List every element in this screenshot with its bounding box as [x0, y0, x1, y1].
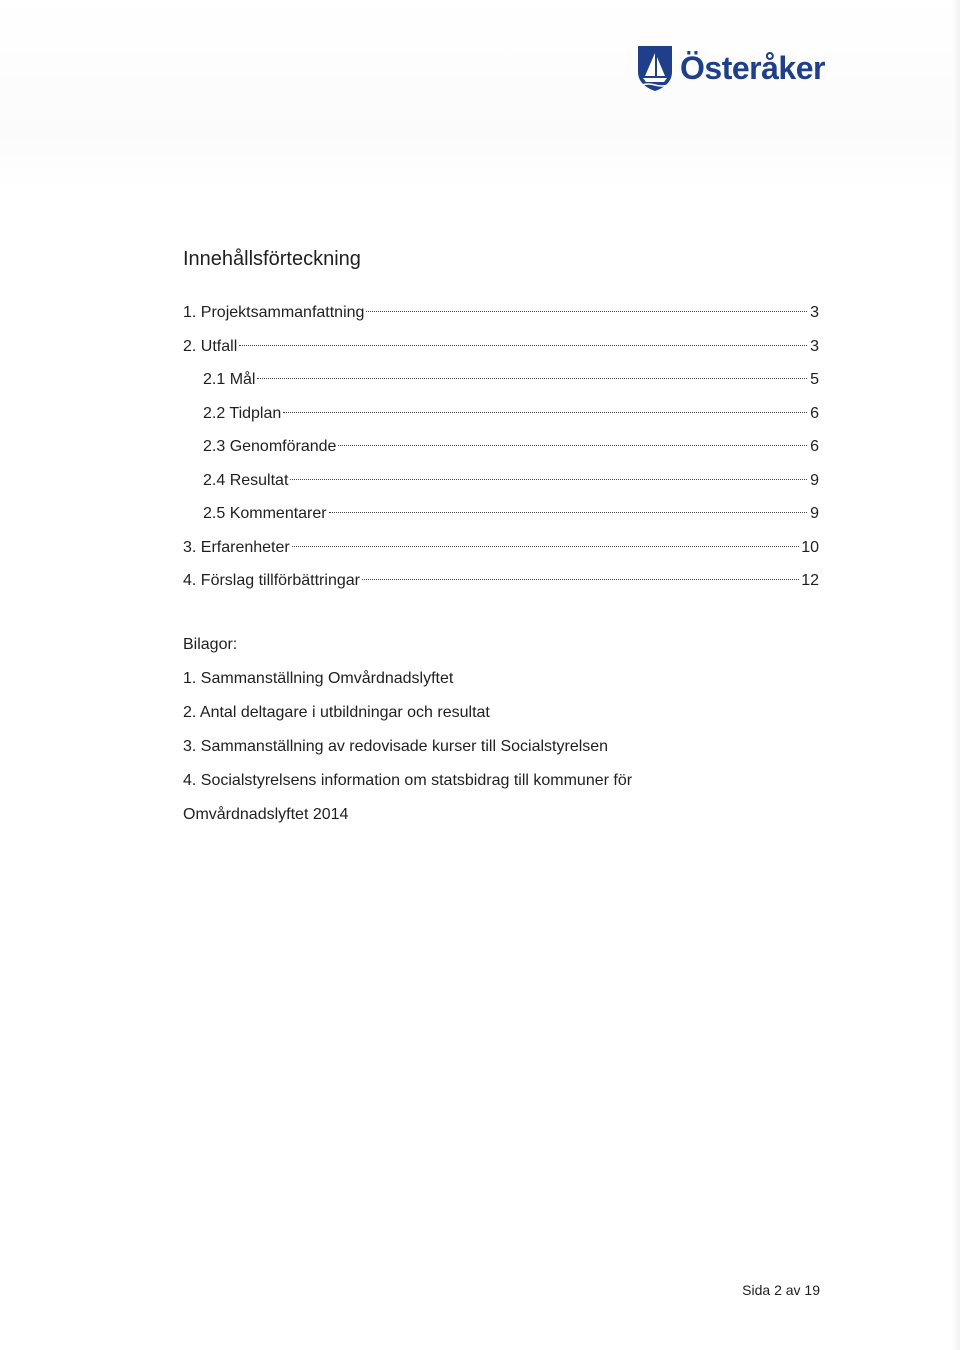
toc-entry[interactable] [183, 363, 819, 397]
toc-entry[interactable] [183, 296, 819, 330]
dot-leader [239, 345, 807, 346]
dot-leader [366, 311, 807, 312]
dot-leader [292, 546, 799, 547]
toc-entry-page: 6 [810, 438, 819, 455]
appendices-heading: Bilagor: [183, 635, 238, 653]
toc-entry[interactable] [183, 497, 819, 531]
toc-entry-label: 2.5 Kommentarer [203, 505, 327, 522]
toc-title: Innehållsförteckning [183, 248, 361, 270]
page-number: Sida 2 av 19 [742, 1282, 820, 1298]
toc-entry-page: 6 [810, 404, 819, 422]
toc-entry-label: 4. Förslag tillförbättringar [183, 572, 360, 589]
page-edge [952, 0, 960, 1350]
appendix-item: 4. Socialstyrelsens information om statsbidrag till kommuner för Omvårdnadslyftet 2014 [183, 771, 633, 823]
toc-entry-page: 3 [810, 304, 819, 321]
toc-entry-label: 2.2 Tidplan [203, 404, 282, 422]
dot-leader [362, 579, 799, 580]
toc-entry-page: 9 [810, 471, 819, 489]
dot-leader [283, 412, 807, 413]
toc-entry-label: 1. Projektsammanfattning [183, 304, 365, 321]
appendix-list [183, 662, 823, 832]
toc-entry-label: 2. Utfall [183, 337, 238, 355]
appendix-item: 3. Sammanställning av redovisade kurser till Socialstyrelsen [183, 737, 609, 755]
toc-entry-page: 9 [810, 505, 819, 522]
toc-entry-label: 2.1 Mål [203, 371, 256, 388]
toc-entry-page: 5 [810, 371, 819, 388]
coat-of-arms-icon [636, 44, 674, 92]
organization-logo [636, 44, 825, 92]
appendix-item: 1. Sammanställning Omvårdnadslyftet [183, 669, 454, 687]
dot-leader [329, 512, 807, 513]
toc-entry-label: 3. Erfarenheter [183, 538, 290, 556]
appendices-section [183, 628, 823, 832]
toc-entry-page: 10 [801, 538, 819, 556]
table-of-contents [183, 296, 819, 598]
toc-entry[interactable] [183, 531, 819, 565]
toc-entry[interactable] [183, 397, 819, 431]
toc-entry-page: 12 [801, 572, 819, 589]
document-body [183, 244, 823, 832]
toc-entry[interactable] [183, 564, 819, 598]
logo-wordmark: Österåker [680, 50, 825, 86]
toc-entry-label: 2.3 Genomförande [203, 438, 337, 455]
dot-leader [338, 445, 807, 446]
appendix-item: 2. Antal deltagare i utbildningar och resultat [183, 703, 490, 721]
dot-leader [290, 479, 807, 480]
page-header [0, 0, 960, 190]
toc-entry[interactable] [183, 430, 819, 464]
toc-entry-label: 2.4 Resultat [203, 471, 289, 489]
toc-entry[interactable] [183, 330, 819, 364]
toc-entry[interactable] [183, 464, 819, 498]
toc-entry-page: 3 [810, 337, 819, 355]
dot-leader [257, 378, 807, 379]
